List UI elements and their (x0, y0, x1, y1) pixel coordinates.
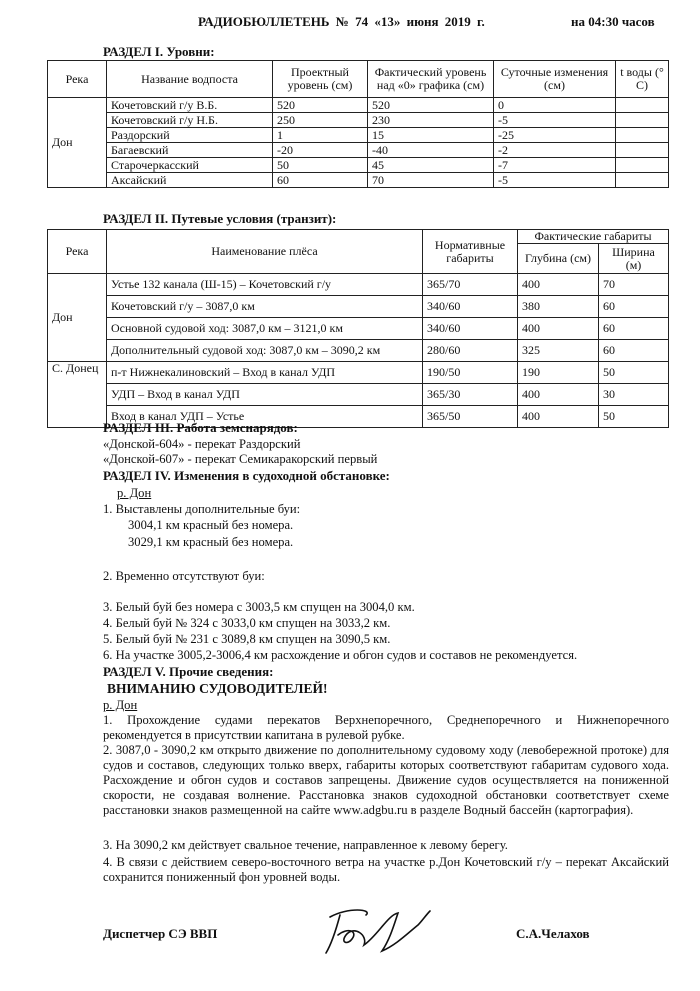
section1-title: РАЗДЕЛ I. Уровни: (103, 44, 215, 59)
table-cell: -2 (494, 143, 616, 158)
dredger-line: «Донской-607» - перекат Семикаракорский первый (103, 452, 378, 466)
change-line: 3029,1 км красный без номера. (128, 535, 294, 549)
levels-header-post: Название водпоста (107, 61, 273, 98)
table-cell: 45 (368, 158, 494, 173)
table-cell: Багаевский (107, 143, 273, 158)
signature (318, 905, 438, 960)
table-cell: 340/60 (423, 296, 518, 318)
table-row (48, 143, 669, 158)
table-row (48, 113, 669, 128)
change-line: 5. Белый буй № 231 с 3089,8 км спущен на 3090,5 км. (103, 632, 391, 646)
levels-river: Дон (48, 98, 107, 188)
dredger-line: «Донской-604» - перекат Раздорский (103, 437, 301, 451)
table-cell: 340/60 (423, 318, 518, 340)
bulletin-time: на 04:30 часов (571, 14, 655, 29)
levels-header-row (48, 61, 669, 98)
table-cell: 190/50 (423, 362, 518, 384)
table-cell: 60 (599, 318, 669, 340)
table-cell: 400 (518, 384, 599, 406)
change-line: 6. На участке 3005,2-3006,4 км расхождение и обгон судов и составов не рекомендуется. (103, 648, 578, 662)
table-row (48, 340, 669, 362)
note-item: 3. На 3090,2 км действует свальное течение, направленное к левому берегу. (103, 838, 508, 852)
table-cell: 50 (599, 406, 669, 428)
table-cell: 15 (368, 128, 494, 143)
table-cell: Дополнительный судовой ход: 3087,0 км – 3090,2 км (107, 340, 423, 362)
transit-river-don: Дон (48, 274, 107, 362)
transit-header-actual: Фактические габариты (518, 230, 669, 244)
table-cell: 365/30 (423, 384, 518, 406)
levels-header-temp: t воды (° С) (616, 61, 669, 98)
table-cell: 30 (599, 384, 669, 406)
table-cell: 520 (368, 98, 494, 113)
table-cell: 325 (518, 340, 599, 362)
section2-title: РАЗДЕЛ II. Путевые условия (транзит): (103, 211, 337, 226)
table-row (48, 158, 669, 173)
table-cell: 60 (599, 296, 669, 318)
table-cell: УДП – Вход в канал УДП (107, 384, 423, 406)
transit-river-donets: С. Донец (48, 362, 107, 428)
table-cell: 365/50 (423, 406, 518, 428)
table-cell: 400 (518, 318, 599, 340)
table-cell: -5 (494, 113, 616, 128)
table-cell: 400 (518, 406, 599, 428)
note-item: 2. 3087,0 - 3090,2 км открыто движение по дополнительному судовому ходу (левобережной протоке) для судов и составов, следующих только вверх, габариты которых соответствуют габаритам судового хода. Расхождение и обгон судов и составов запрещены. Движение судов осуществляется на пониженной скорости, не создавая волнение. Расстановка знаков судоходной обстановки соответствует схеме расстановки знаков размещенной на сайте www.adgbu.ru в разделе Водный бассейн (картография). (103, 743, 669, 817)
table-cell (616, 98, 669, 113)
table-cell: 230 (368, 113, 494, 128)
note-item: 1. Прохождение судами перекатов Верхнепоречного, Среднепоречного и Нижнепоречного рекомендуется в присутствии капитана в рулевой рубке. (103, 713, 669, 742)
change-line: 3004,1 км красный без номера. (128, 518, 294, 532)
table-cell: 50 (599, 362, 669, 384)
table-cell: -7 (494, 158, 616, 173)
table-cell: Устье 132 канала (Ш-15) – Кочетовский г/у (107, 274, 423, 296)
table-cell: 0 (494, 98, 616, 113)
section5-attention: ВНИМАНИЮ СУДОВОДИТЕЛЕЙ! (107, 681, 328, 696)
table-row (48, 318, 669, 340)
table-cell: 365/70 (423, 274, 518, 296)
table-cell: 1 (273, 128, 368, 143)
change-line: 1. Выставлены дополнительные буи: (103, 502, 301, 516)
change-line: 3. Белый буй без номера с 3003,5 км спущен на 3004,0 км. (103, 600, 415, 614)
transit-table (47, 229, 669, 428)
note-item: 4. В связи с действием северо-восточного ветра на участке р.Дон Кочетовский г/у – перекат Аксайский сохранится пониженный фон уровней воды. (103, 855, 669, 884)
table-row (48, 274, 669, 296)
section4-river: р. Дон (117, 486, 152, 500)
transit-header-row (48, 230, 669, 244)
table-cell (616, 173, 669, 188)
table-row (48, 173, 669, 188)
table-cell: п-т Нижнекалиновский – Вход в канал УДП (107, 362, 423, 384)
dispatcher-position: Диспетчер СЭ ВВП (103, 926, 218, 941)
transit-header-norm: Нормативные габариты (423, 230, 518, 274)
levels-header-actual: Фактический уровень над «0» графика (см) (368, 61, 494, 98)
table-cell (616, 143, 669, 158)
table-row (48, 362, 669, 384)
section5-title: РАЗДЕЛ V. Прочие сведения: (103, 664, 274, 679)
table-cell: 250 (273, 113, 368, 128)
transit-header-depth: Глубина (см) (518, 244, 599, 274)
table-row (48, 384, 669, 406)
table-cell (616, 113, 669, 128)
levels-header-design: Проектный уровень (см) (273, 61, 368, 98)
section5-river: р. Дон (103, 698, 138, 712)
table-cell (616, 128, 669, 143)
table-cell: 520 (273, 98, 368, 113)
table-cell (616, 158, 669, 173)
transit-header-reach: Наименование плёса (107, 230, 423, 274)
transit-header-width: Ширина (м) (599, 244, 669, 274)
table-cell: 60 (599, 340, 669, 362)
table-cell: Вход в канал УДП – Устье (107, 406, 423, 428)
table-cell: Аксайский (107, 173, 273, 188)
table-cell: Старочеркасский (107, 158, 273, 173)
table-cell: Кочетовский г/у Н.Б. (107, 113, 273, 128)
table-cell: Раздорский (107, 128, 273, 143)
table-cell: 70 (368, 173, 494, 188)
table-cell: Кочетовский г/у – 3087,0 км (107, 296, 423, 318)
table-cell: 190 (518, 362, 599, 384)
levels-header-river: Река (48, 61, 107, 98)
levels-header-change: Суточные изменения (см) (494, 61, 616, 98)
dispatcher-name: С.А.Челахов (516, 926, 590, 941)
table-cell: 60 (273, 173, 368, 188)
table-cell: -20 (273, 143, 368, 158)
table-row (48, 128, 669, 143)
table-cell: Кочетовский г/у В.Б. (107, 98, 273, 113)
section3-title: РАЗДЕЛ III. Работа земснарядов: (103, 420, 298, 435)
table-cell: 50 (273, 158, 368, 173)
table-row (48, 296, 669, 318)
levels-table (47, 60, 669, 188)
table-cell: 380 (518, 296, 599, 318)
change-line: 4. Белый буй № 324 с 3033,0 км спущен на 3033,2 км. (103, 616, 391, 630)
section4-title: РАЗДЕЛ IV. Изменения в судоходной обстановке: (103, 468, 390, 483)
change-line: 2. Временно отсутствуют буи: (103, 569, 265, 583)
table-cell: -5 (494, 173, 616, 188)
table-cell: 400 (518, 274, 599, 296)
table-cell: 70 (599, 274, 669, 296)
table-cell: -40 (368, 143, 494, 158)
table-cell: Основной судовой ход: 3087,0 км – 3121,0 км (107, 318, 423, 340)
table-cell: -25 (494, 128, 616, 143)
table-cell: 280/60 (423, 340, 518, 362)
table-row (48, 98, 669, 113)
transit-header-river: Река (48, 230, 107, 274)
bulletin-title: РАДИОБЮЛЛЕТЕНЬ № 74 «13» июня 2019 г. (198, 14, 485, 29)
